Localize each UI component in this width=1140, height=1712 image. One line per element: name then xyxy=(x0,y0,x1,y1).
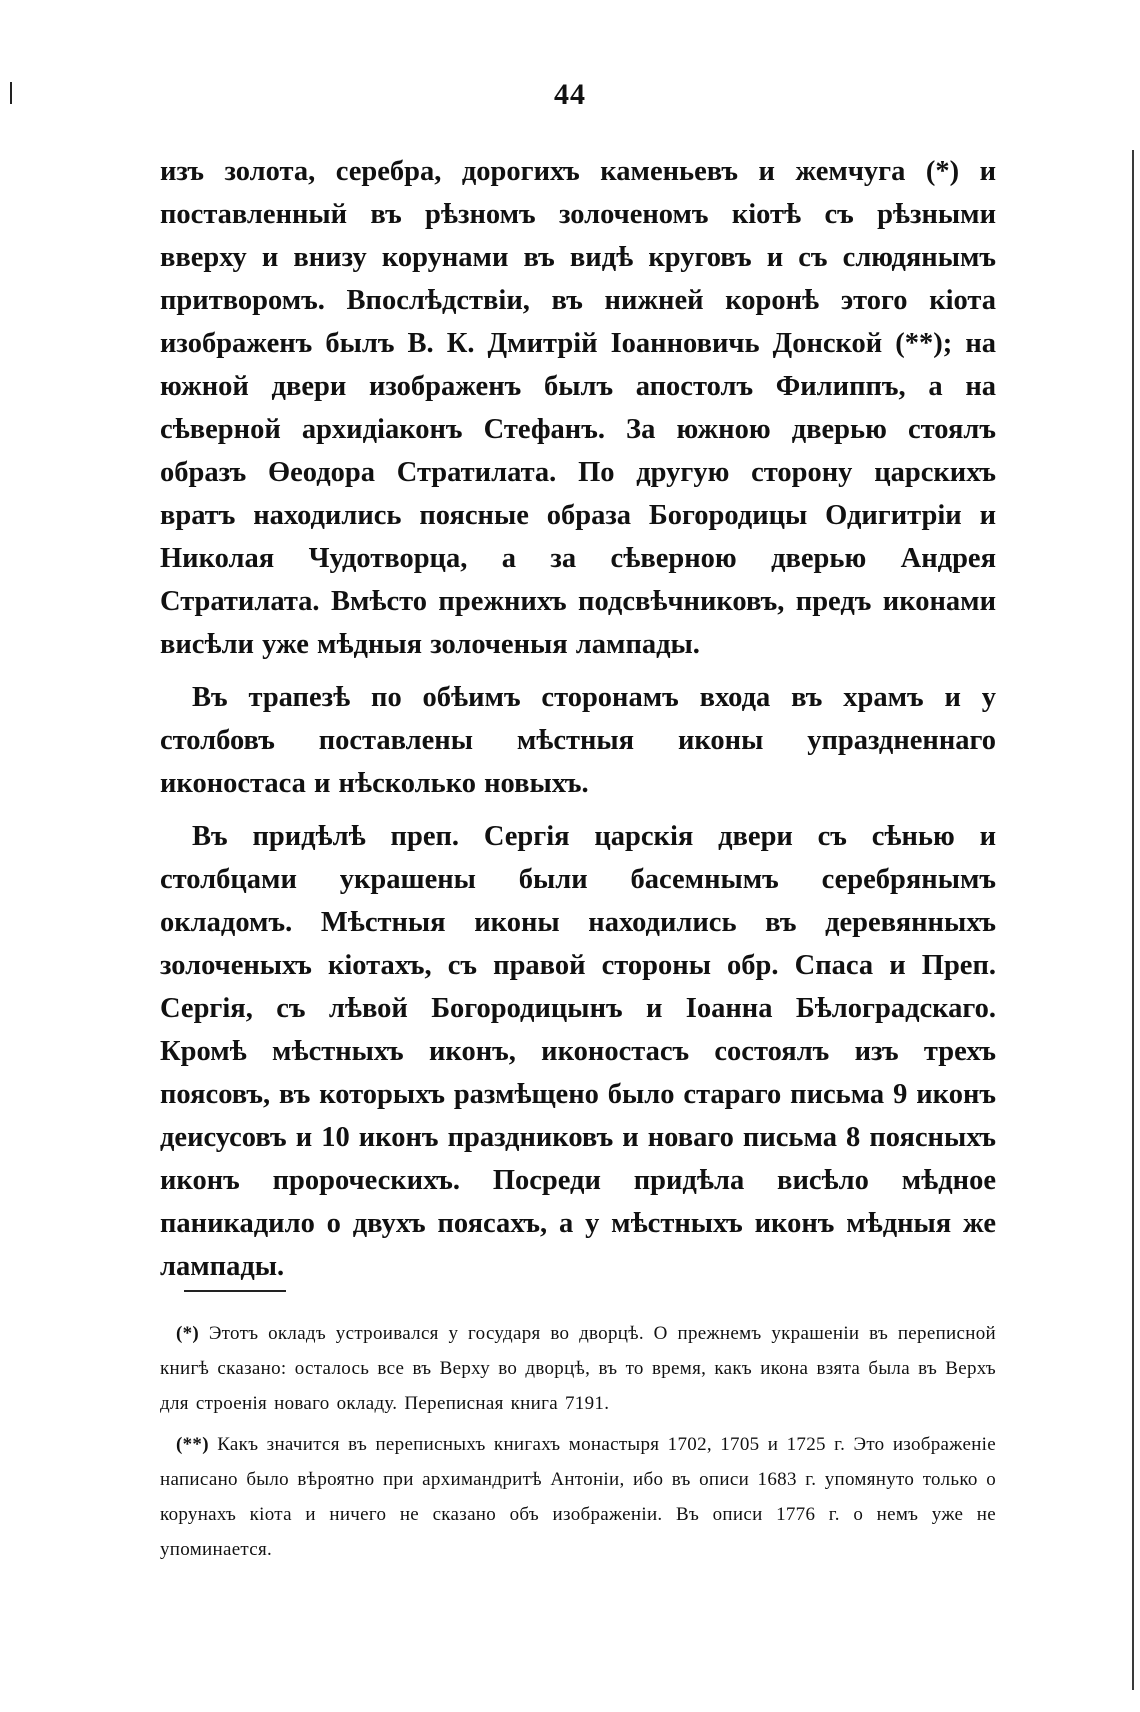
footnotes xyxy=(160,1316,996,1567)
page-number: 44 xyxy=(554,78,586,111)
paragraph-2: Въ трапезѣ по обѣимъ сторонамъ входа въ храмъ и у столбовъ поставлены мѣстныя иконы упраздненнаго иконостаса и нѣсколько новыхъ. xyxy=(160,682,996,799)
footnote-2 xyxy=(160,1427,996,1567)
main-text xyxy=(160,150,996,1288)
scan-edge-right xyxy=(1132,150,1134,1690)
footnote-2-mark: (**) xyxy=(176,1434,209,1455)
footnote-divider xyxy=(184,1290,286,1292)
paragraph-3: Въ придѣлѣ преп. Сергія царскія двери съ сѣнью и столбцами украшены были басемнымъ серебрянымъ окладомъ. Мѣстныя иконы находились въ деревянныхъ золоченыхъ кіотахъ, съ правой стороны обр. Спаса и Преп. Сергія, съ лѣвой Богородицынъ и Іоанна Бѣлоградскаго. Кромѣ мѣстныхъ иконъ, иконостасъ состоялъ изъ трехъ поясовъ, въ которыхъ размѣщено было стараго письма 9 иконъ деисусовъ и 10 иконъ праздниковъ и новаго письма 8 поясныхъ иконъ пророческихъ. Посреди придѣла висѣло мѣдное паникадило о двухъ поясахъ, а у мѣстныхъ иконъ мѣдныя же лампады. xyxy=(160,821,996,1282)
footnote-1-text: Этотъ окладъ устроивался у государя во дворцѣ. О прежнемъ украшеніи въ переписной книгѣ сказано: осталось все въ Верху во дворцѣ, въ то время, какъ икона взята была въ Верхъ для строенія новаго окладу. Переписная книга 7191. xyxy=(160,1323,996,1414)
footnote-1 xyxy=(160,1316,996,1421)
footnote-2-text: Какъ значится въ переписныхъ книгахъ монастыря 1702, 1705 и 1725 г. Это изображеніе написано было вѣроятно при архимандритѣ Антоніи, ибо въ описи 1683 г. упомянуто только о корунахъ кіота и ничего не сказано объ изображеніи. Въ описи 1776 г. о немъ уже не упоминается. xyxy=(160,1434,996,1560)
footnote-1-mark: (*) xyxy=(176,1323,200,1344)
paragraph-1: изъ золота, серебра, дорогихъ каменьевъ и жемчуга (*) и поставленный въ рѣзномъ золоченомъ кіотѣ съ рѣзными вверху и внизу корунами въ видѣ круговъ и съ слюдянымъ притворомъ. Впослѣдствіи, въ нижней коронѣ этого кіота изображенъ былъ В. К. Дмитрій Іоанновичь Донской (**); на южной двери изображенъ былъ апостолъ Филиппъ, а на сѣверной архидіаконъ Стефанъ. За южною дверью стоялъ образъ Өеодора Стратилата. По другую сторону царскихъ вратъ находились поясные образа Богородицы Одигитріи и Николая Чудотворца, а за сѣверною дверью Андрея Стратилата. Вмѣсто прежнихъ подсвѣчниковъ, предъ иконами висѣли уже мѣдныя золоченыя лампады. xyxy=(160,156,996,660)
